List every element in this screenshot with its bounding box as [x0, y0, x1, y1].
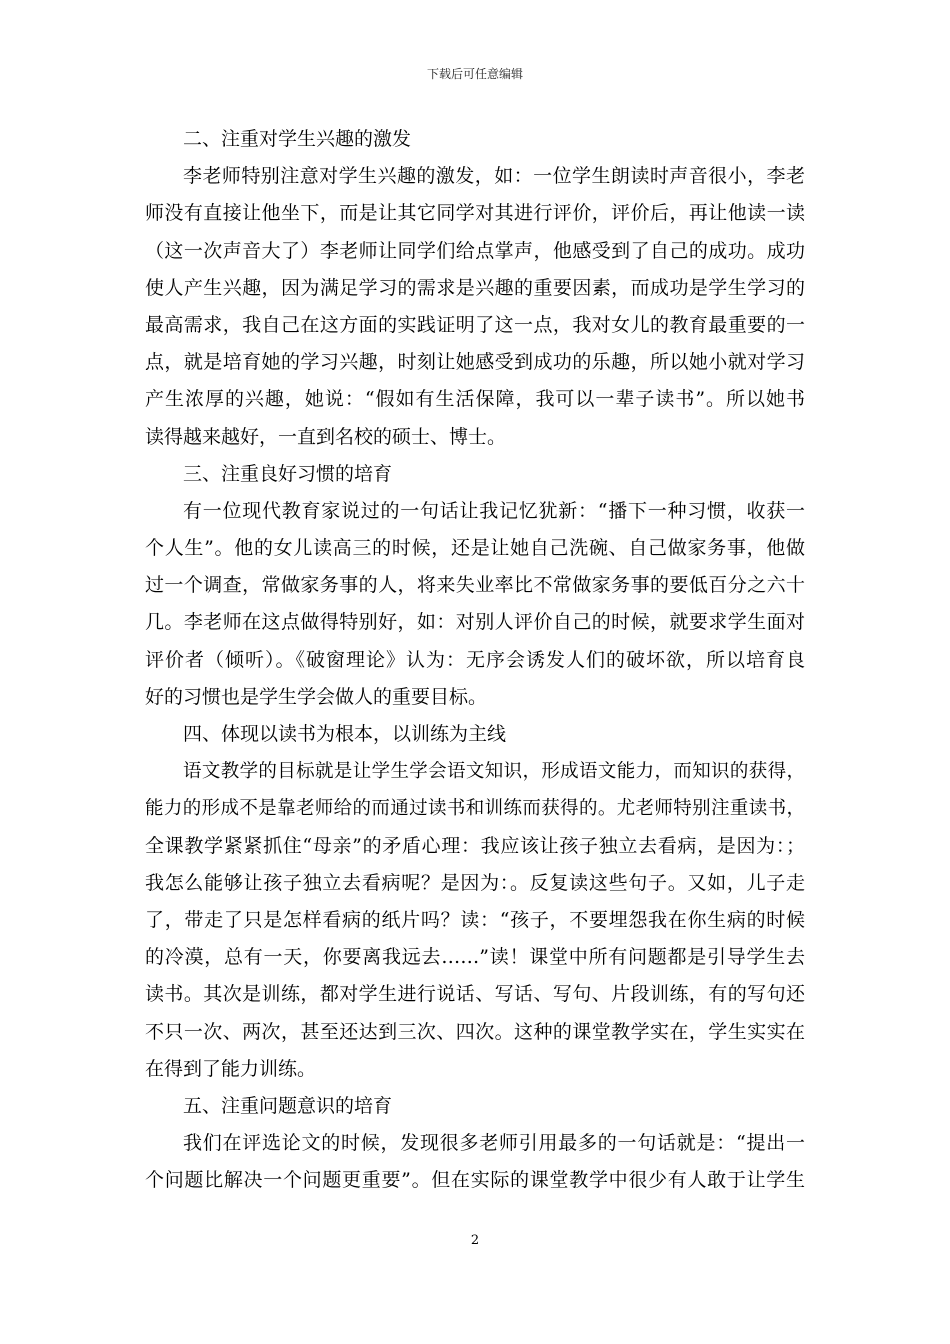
document-body [145, 121, 805, 1199]
section-heading: 五、注重问题意识的培育 [183, 1094, 393, 1117]
text-line: 过一个调查，常做家务事的人，将来失业率比不常做家务事的要低百分之六十 [145, 574, 805, 597]
text-line: 语文教学的目标就是让学生学会语文知识，形成语文能力，而知识的获得， [183, 761, 805, 783]
text-line: 的冷漠，总有一天，你要离我远去……”读！课堂中所有问题都是引导学生去 [145, 946, 805, 969]
text-line: 读得越来越好，一直到名校的硕士、博士。 [145, 425, 507, 448]
text-line: 不只一次、两次，甚至还达到三次、四次。这种的课堂教学实在，学生实实在 [145, 1020, 805, 1043]
text-line: （这一次声音大了）李老师让同学们给点掌声，他感受到了自己的成功。成功 [145, 239, 805, 262]
text-line: 评价者（倾听）。《破窗理论》认为：无序会诱发人们的破坏欲，所以培育良 [145, 648, 805, 671]
text-line: 我怎么能够让孩子独立去看病呢？是因为：。反复读这些句子。又如，儿子走 [145, 871, 805, 894]
text-line: 了，带走了只是怎样看病的纸片吗？读：“孩子，不要埋怨我在你生病的时候 [145, 908, 805, 931]
text-line: 个人生”。他的女儿读高三的时候，还是让她自己洗碗、自己做家务事，他做 [145, 537, 805, 560]
text-line: 能力的形成不是靠老师给的而通过读书和训练而获得的。尤老师特别注重读书， [145, 798, 805, 820]
section-heading: 二、注重对学生兴趣的激发 [183, 128, 412, 150]
section-heading: 三、注重良好习惯的培育 [183, 462, 393, 485]
text-line: 全课教学紧紧抓住“母亲”的矛盾心理：我应该让孩子独立去看病，是因为：； [145, 834, 805, 857]
text-line: 我们在评选论文的时候，发现很多老师引用最多的一句话就是：“提出一 [183, 1132, 805, 1155]
text-line: 李老师特别注意对学生兴趣的激发，如：一位学生朗读时声音很小，李老 [183, 165, 805, 188]
text-line: 几。李老师在这点做得特别好，如：对别人评价自己的时候，就要求学生面对 [145, 611, 805, 634]
text-line: 好的习惯也是学生学会做人的重要目标。 [145, 685, 488, 708]
section-heading: 四、体现以读书为根本，以训练为主线 [183, 723, 507, 745]
text-line: 师没有直接让他坐下，而是让其它同学对其进行评价，评价后，再让他读一读 [145, 202, 805, 225]
text-line: 产生浓厚的兴趣，她说：“假如有生活保障，我可以一辈子读书”。所以她书 [145, 388, 805, 411]
text-line: 最高需求，我自己在这方面的实践证明了这一点，我对女儿的教育最重要的一 [145, 313, 805, 336]
text-line: 点，就是培育她的学习兴趣，时刻让她感受到成功的乐趣，所以她小就对学习 [145, 351, 805, 374]
text-line: 使人产生兴趣，因为满足学习的需求是兴趣的重要因素，而成功是学生学习的 [145, 276, 805, 299]
page-number: 2 [470, 1233, 480, 1248]
text-line: 读书。其次是训练，都对学生进行说话、写话、写句、片段训练，有的写句还 [145, 983, 805, 1006]
text-line: 有一位现代教育家说过的一句话让我记忆犹新：“播下一种习惯，收获一 [183, 499, 805, 522]
text-line: 个问题比解决一个问题更重要”。但在实际的课堂教学中很少有人敢于让学生 [145, 1169, 805, 1192]
page-header: 下载后可任意编辑 [426, 67, 523, 81]
text-line: 在得到了能力训练。 [145, 1057, 317, 1080]
